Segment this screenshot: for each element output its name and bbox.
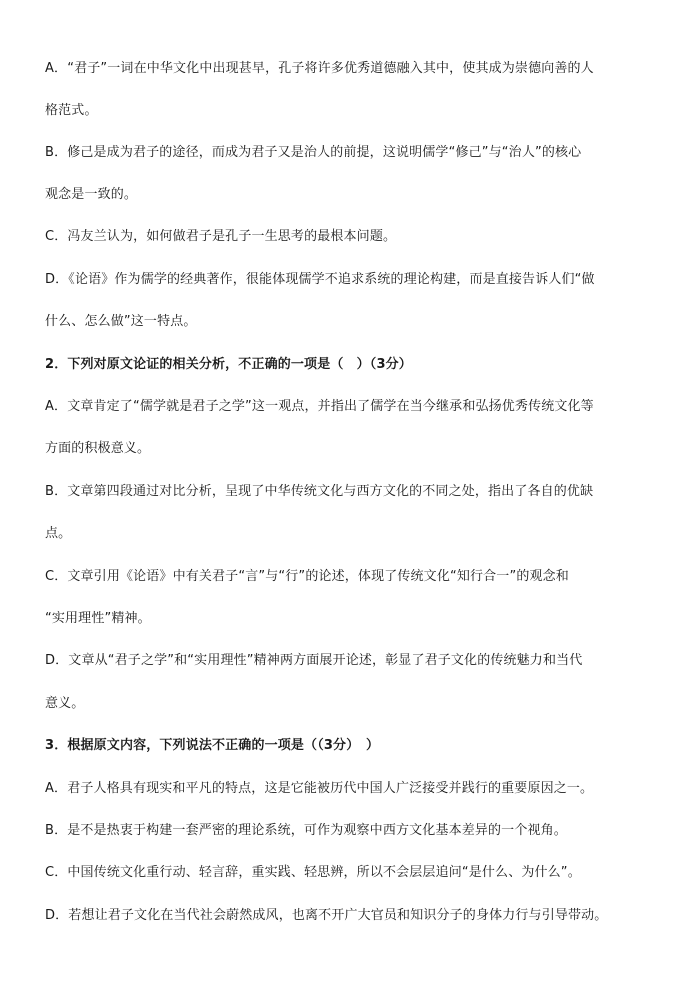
q2-option-a-line1: A．文章肯定了“儒学就是君子之学”这一观点，并指出了儒学在当今继承和弘扬优秀传统文化等 bbox=[45, 399, 594, 414]
q3-option-d: D．若想让君子文化在当代社会蔚然成风，也离不开广大官员和知识分子的身体力行与引导带动。 bbox=[45, 908, 608, 923]
q2-option-a-line2: 方面的积极意义。 bbox=[45, 441, 151, 456]
q3-option-c: C．中国传统文化重行动、轻言辞，重实践、轻思辨，所以不会层层追问“是什么、为什么”。 bbox=[45, 865, 581, 880]
q2-option-d-line1: D．文章从“君子之学”和“实用理性”精神两方面展开论述，彰显了君子文化的传统魅力和当代 bbox=[45, 653, 583, 668]
q1-option-b-line2: 观念是一致的。 bbox=[45, 187, 138, 202]
question-3-stem: 3．根据原文内容，下列说法不正确的一项是（（3分） ） bbox=[45, 738, 380, 753]
q2-option-c-line2: “实用理性”精神。 bbox=[45, 611, 151, 626]
q1-option-a-line1: A．“君子”一词在中华文化中出现甚早，孔子将许多优秀道德融入其中，使其成为崇德向善的人 bbox=[45, 61, 594, 76]
q2-option-d-line2: 意义。 bbox=[45, 696, 85, 711]
question-2-stem: 2．下列对原文论证的相关分析，不正确的一项是（ ）（3分） bbox=[45, 357, 412, 372]
q1-option-d-line1: D．《论语》作为儒学的经典著作，很能体现儒学不追求系统的理论构建，而是直接告诉人们“做 bbox=[45, 272, 595, 287]
q1-option-c: C．冯友兰认为，如何做君子是孔子一生思考的最根本问题。 bbox=[45, 229, 397, 244]
q3-option-b: B．是不是热衷于构建一套严密的理论系统，可作为观察中西方文化基本差异的一个视角。 bbox=[45, 823, 567, 838]
q1-option-a-line2: 格范式。 bbox=[45, 103, 98, 118]
q1-option-b-line1: B．修己是成为君子的途径，而成为君子又是治人的前提，这说明儒学“修己”与“治人”的核心 bbox=[45, 145, 582, 160]
q2-option-b-line1: B．文章第四段通过对比分析，呈现了中华传统文化与西方文化的不同之处，指出了各自的优缺 bbox=[45, 484, 594, 499]
q1-option-d-line2: 什么、怎么做”这一特点。 bbox=[45, 314, 197, 329]
q2-option-c-line1: C．文章引用《论语》中有关君子“言”与“行”的论述，体现了传统文化“知行合一”的观念和 bbox=[45, 569, 569, 584]
q3-option-a: A．君子人格具有现实和平凡的特点，这是它能被历代中国人广泛接受并践行的重要原因之一。 bbox=[45, 781, 594, 796]
q2-option-b-line2: 点。 bbox=[45, 526, 72, 541]
